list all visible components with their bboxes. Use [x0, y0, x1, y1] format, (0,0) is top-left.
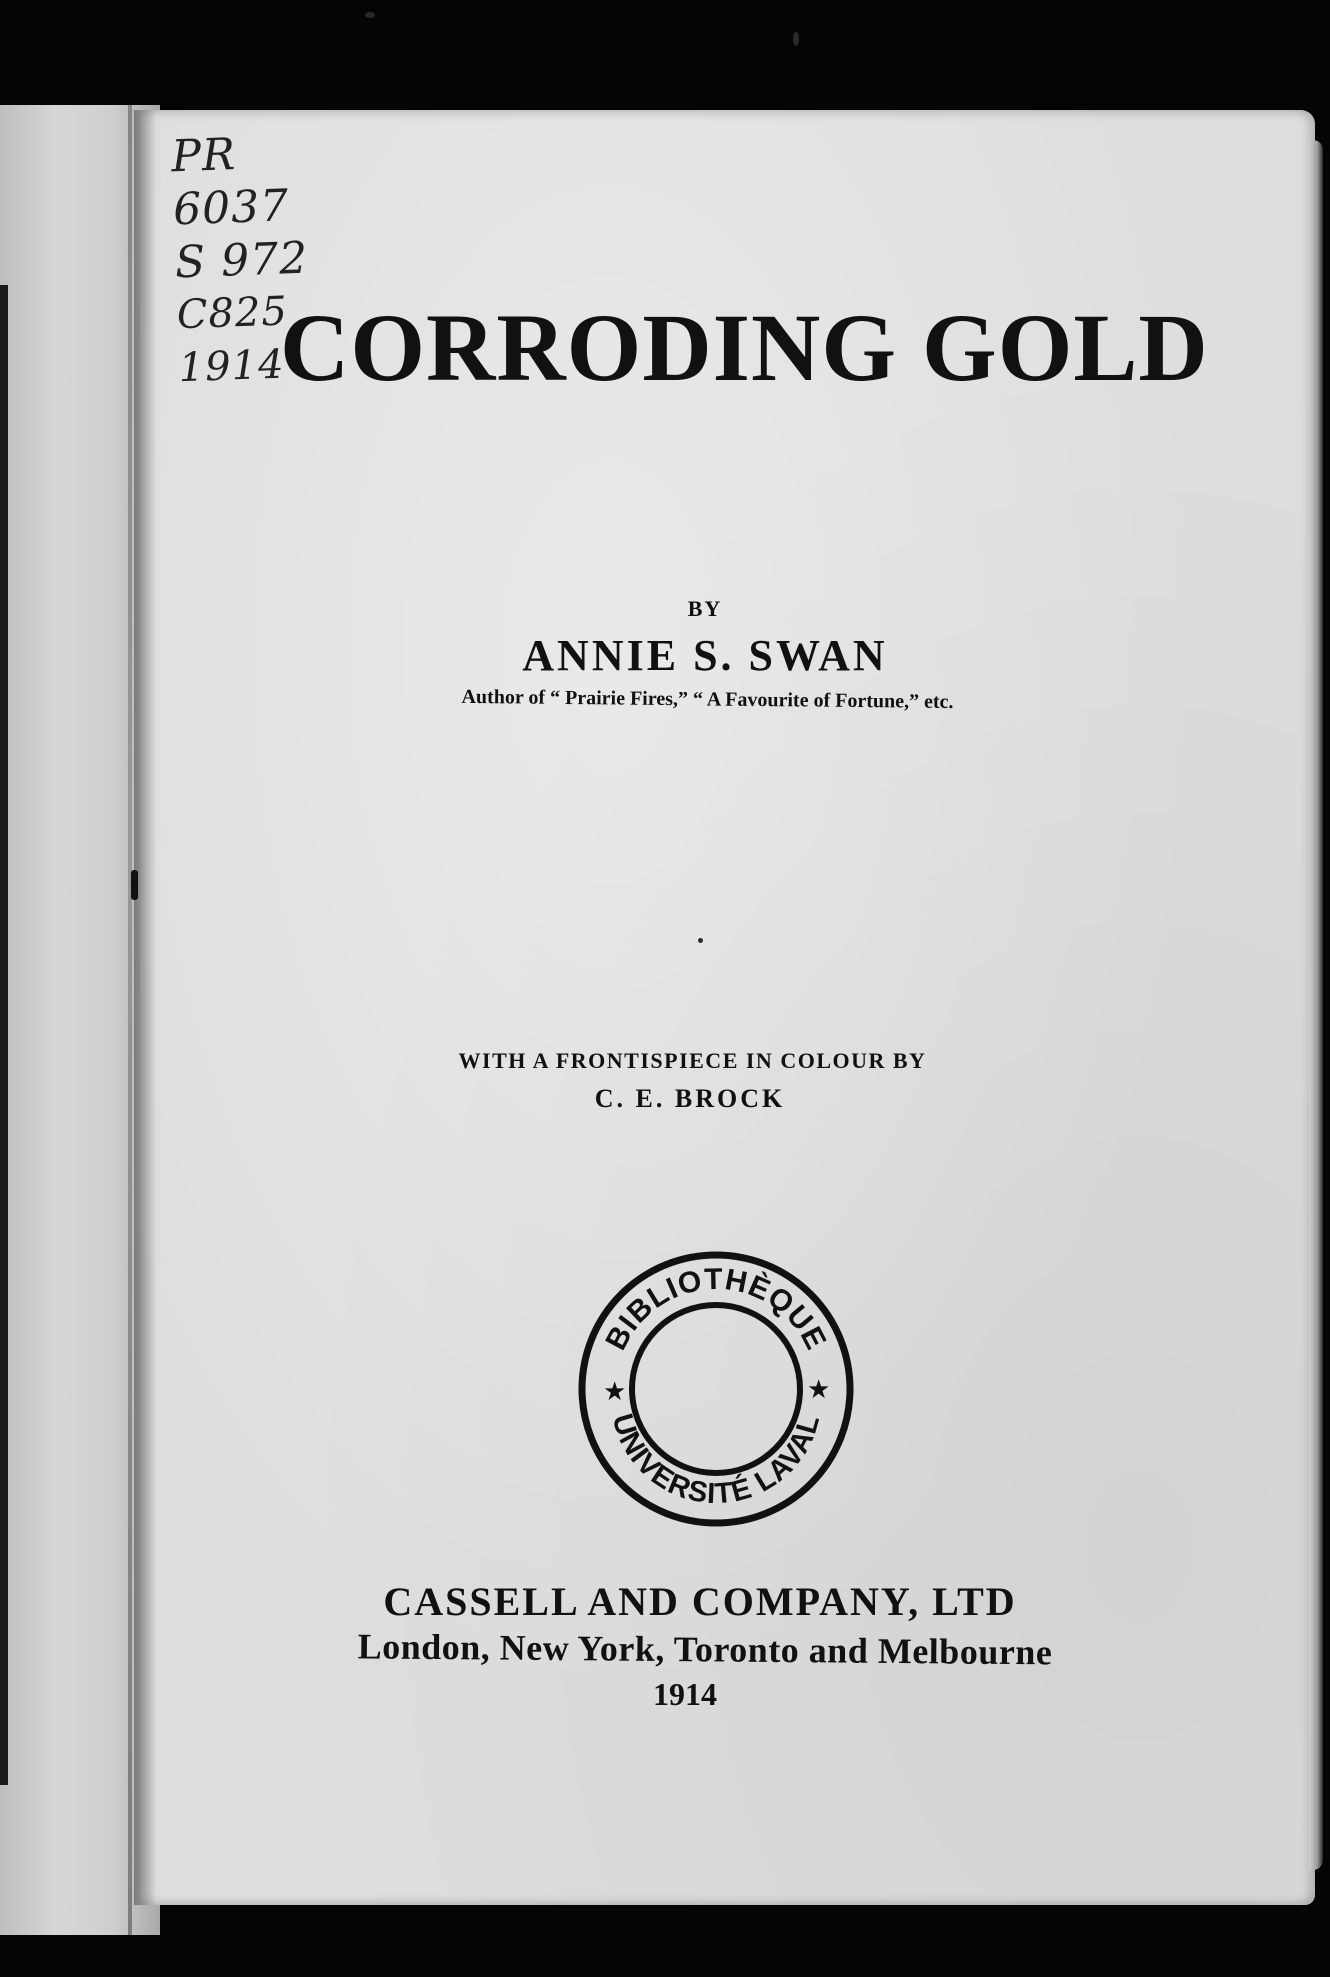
svg-text:BIBLIOTHÈQUE [599, 1263, 832, 1356]
scan-speck [793, 32, 799, 46]
scan-speck [365, 12, 375, 18]
call-number-line: C825 [176, 288, 289, 339]
publisher-places: London, New York, Toronto and Melbourne [357, 1626, 1053, 1673]
stamp-top-text: BIBLIOTHÈQUE [599, 1262, 833, 1356]
call-number-line: S 972 [174, 232, 309, 289]
stamp-bottom-text: UNIVERSITÉ LAVAL [605, 1410, 827, 1511]
book-title: CORRODING GOLD [280, 294, 1209, 401]
library-stamp [575, 1248, 857, 1530]
author-name: ANNIE S. SWAN [522, 631, 888, 680]
frontispiece-credit: WITH A FRONTISPIECE IN COLOUR BY [458, 1048, 927, 1073]
illustrator-name: C. E. BROCK [594, 1084, 786, 1113]
publication-year: 1914 [653, 1676, 717, 1712]
star-icon: ★ [603, 1377, 627, 1407]
by-line: BY [687, 596, 723, 621]
star-icon: ★ [807, 1375, 831, 1405]
scan-speck [698, 938, 703, 943]
publisher-name: CASSELL AND COMPANY, LTD [383, 1579, 1017, 1624]
call-number-line: 1914 [177, 341, 286, 392]
left-page-dark-edge [0, 285, 8, 1785]
call-number-line: PR [170, 129, 237, 183]
author-note: Author of “ Prairie Fires,” “ A Favourite of Fortune,” etc. [461, 685, 954, 714]
scan-speck [131, 870, 138, 900]
call-number-line: 6037 [172, 180, 290, 236]
